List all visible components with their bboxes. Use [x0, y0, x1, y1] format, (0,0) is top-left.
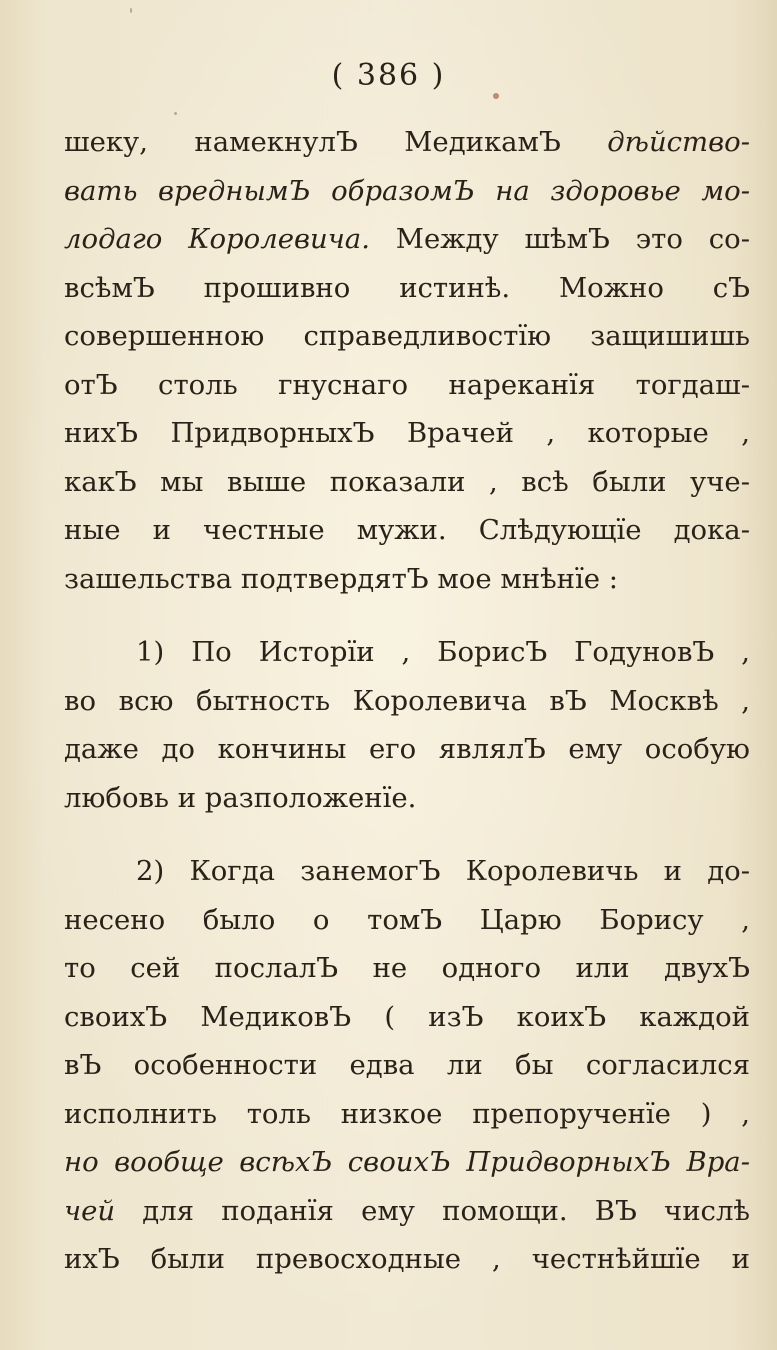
- text-run: чей: [64, 1194, 116, 1227]
- text-run: дѣйство-: [607, 126, 750, 158]
- text-run: лодаго Королевича.: [64, 223, 370, 255]
- text-run: всѣмЪ прошивно истинѣ. Можно сЪ: [64, 271, 750, 304]
- text-run: но вообще всѣхЪ своихЪ ПридворныхЪ Вра-: [64, 1146, 750, 1178]
- text-run: любовь и разположенїе.: [64, 781, 417, 814]
- text-run: вать вреднымЪ образомЪ на здоровье мо-: [64, 174, 750, 207]
- text-run: совершенною справедливостїю защишишь: [64, 320, 750, 352]
- text-line: [64, 677, 750, 726]
- ink-speck: [130, 8, 132, 13]
- ink-speck: [174, 112, 177, 115]
- text-line: [64, 944, 750, 993]
- text-line: [64, 215, 750, 264]
- text-line: [64, 506, 750, 555]
- text-run: для поданїя ему помощи. ВЪ числѣ: [115, 1194, 750, 1227]
- text-line: [64, 118, 750, 167]
- text-run: Между шѣмЪ это со-: [369, 223, 750, 255]
- text-run: зашельства подтвердятЪ мое мнѣнїе :: [64, 562, 619, 595]
- page-number: ( 386 ): [331, 58, 446, 93]
- text-run: во всю бытность Королевича вЪ Москвѣ ,: [64, 684, 750, 717]
- text-run: исполнить толь низкое препорученїе ) ,: [64, 1097, 750, 1130]
- text-run: шеку, намекнулЪ МедикамЪ: [64, 126, 608, 158]
- paragraph-3: [64, 847, 750, 1284]
- text-run: отЪ столь гнуснаго нареканїя тогдаш-: [64, 368, 750, 401]
- text-line: [64, 628, 750, 677]
- text-run: 2) Когда занемогЪ Королевичь и до-: [136, 855, 750, 887]
- text-line: [64, 774, 750, 823]
- text-line: [64, 896, 750, 945]
- text-run: несено было о томЪ Царю Борису ,: [64, 903, 750, 936]
- paragraph-gap: [64, 603, 750, 628]
- text-line: [64, 361, 750, 410]
- text-run: ихЪ были превосходные , честнѣйшїе и: [64, 1243, 750, 1275]
- text-line: [64, 1041, 750, 1090]
- text-line: [64, 847, 750, 896]
- text-run: ные и честные мужи. Слѣдующїе дока-: [64, 514, 750, 546]
- text-run: своихЪ МедиковЪ ( изЪ коихЪ каждой: [64, 1000, 750, 1033]
- text-line: [64, 725, 750, 774]
- text-line: [64, 312, 750, 361]
- text-line: [64, 1235, 750, 1284]
- text-run: вЪ особенности едва ли бы согласился: [64, 1049, 750, 1081]
- text-line: [64, 1138, 750, 1187]
- text-line: [64, 264, 750, 313]
- text-body: [64, 118, 750, 1284]
- text-line: [64, 167, 750, 216]
- text-line: [64, 409, 750, 458]
- paragraph-1: [64, 118, 750, 603]
- text-run: даже до кончины его являлЪ ему особую: [64, 733, 750, 765]
- text-run: какЪ мы выше показали , всѣ были уче-: [64, 465, 750, 498]
- text-run: то сей послалЪ не одного или двухЪ: [64, 952, 750, 984]
- text-run: нихЪ ПридворныхЪ Врачей , которые ,: [64, 417, 750, 449]
- paragraph-2: [64, 628, 750, 822]
- text-line: [64, 458, 750, 507]
- paragraph-gap: [64, 822, 750, 847]
- text-line: [64, 1090, 750, 1139]
- text-run: 1) По Исторїи , БорисЪ ГодуновЪ ,: [136, 636, 750, 668]
- ink-speck: [493, 93, 499, 99]
- text-line: [64, 993, 750, 1042]
- text-line: [64, 555, 750, 604]
- text-line: [64, 1187, 750, 1236]
